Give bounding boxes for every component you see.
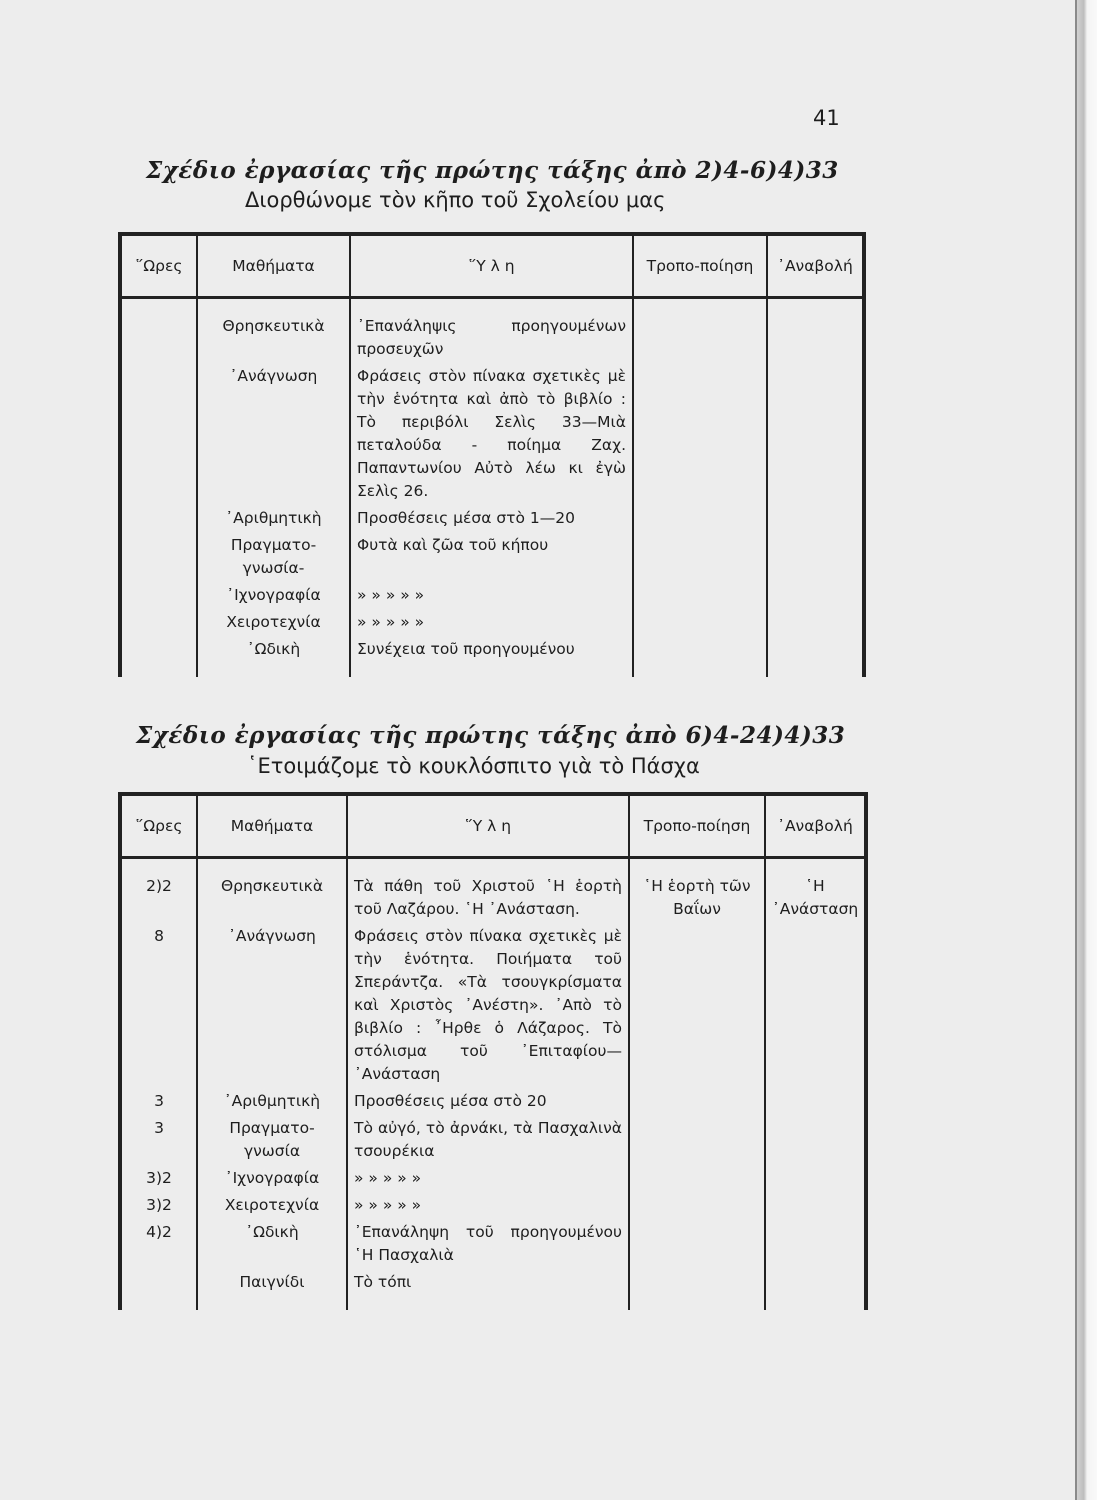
spacer-cell [765,1296,866,1310]
cell-material: Φράσεις στὸν πίνακα σχετικὲς μὲ τὴν ἑνότητα. Ποιήματα τοῦ Σπεράντζα. «Τὰ τσουγκρίσματα καὶ Χριστὸς ᾽Ανέστη». ᾽Απὸ τὸ βιβλίο : ῏Ηρθε ὁ Λάζαρος. Τὸ στόλισμα τοῦ ᾽Επιταφίου— ᾽Ανάσταση [347,923,629,1088]
cell-postponement [767,609,864,636]
cell-postponement [767,532,864,582]
cell-hours: 8 [120,923,197,1088]
book-binding-line [1075,0,1077,1500]
cell-material: Τὸ αὐγό, τὸ ἀρνάκι, τὰ Πασχαλινὰ τσουρέκια [347,1115,629,1165]
cell-postponement [765,1192,866,1219]
book-binding-edge [1075,0,1097,1500]
table-row [120,1115,866,1165]
cell-material: ᾽Επανάληψη τοῦ προηγουμένου ῾Η Πασχαλιὰ [347,1219,629,1269]
cell-subject: ᾽Ωδικὴ [197,1219,347,1269]
cell-material: Προσθέσεις μέσα στὸ 1—20 [350,505,633,532]
cell-subject: ᾽Αριθμητικὴ [197,505,350,532]
header-spacer-row [120,858,866,874]
header-hours: ῞Ωρες [120,234,197,298]
cell-subject: ᾽Ιχνογραφία [197,1165,347,1192]
cell-subject: Παιγνίδι [197,1269,347,1296]
table-row [120,1088,866,1115]
cell-hours [120,636,197,663]
cell-modification [633,532,767,582]
header-subjects: Μαθήματα [197,234,350,298]
table-row [120,313,864,363]
cell-modification [633,313,767,363]
cell-subject: Θρησκευτικὰ [197,313,350,363]
spacer-cell [629,1296,765,1310]
header-postponement: ᾽Αναβολή [767,234,864,298]
cell-subject: Χειροτεχνία [197,609,350,636]
page-number: 41 [813,106,840,130]
cell-material: » » » » » [350,609,633,636]
cell-subject: Θρησκευτικὰ [197,873,347,923]
spacer-cell [767,298,864,314]
cell-subject: Πραγματο-γνωσία- [197,532,350,582]
cell-hours: 3)2 [120,1165,197,1192]
spacer-cell [197,1296,347,1310]
spacer-cell [120,1296,197,1310]
plan1-body [120,298,864,678]
spacer-cell [120,663,197,677]
cell-modification [633,609,767,636]
cell-postponement [765,1219,866,1269]
cell-subject: ᾽Ιχνογραφία [197,582,350,609]
table-row [120,505,864,532]
spacer-cell [347,1296,629,1310]
spacer-cell [767,663,864,677]
spacer-cell [197,663,350,677]
cell-modification [629,923,765,1088]
cell-postponement [765,1088,866,1115]
table-row [120,1219,866,1269]
plan1-title: Σχέδιο ἐργασίας τῆς πρώτης τάξης ἀπὸ 2)4-6)4)33 [146,157,839,184]
table-row [120,532,864,582]
cell-postponement [767,636,864,663]
cell-hours [120,505,197,532]
plan2-subtitle: ῾Ετοιμάζομε τὸ κουκλόσπιτο γιὰ τὸ Πάσχα [247,754,700,778]
cell-material: Φυτὰ καὶ ζῶα τοῦ κήπου [350,532,633,582]
cell-postponement [767,582,864,609]
cell-material: ᾽Επανάληψις προηγουμένων προσευχῶν [350,313,633,363]
spacer-cell [347,858,629,874]
cell-material: » » » » » [347,1165,629,1192]
cell-hours: 2)2 [120,873,197,923]
plan2-body [120,858,866,1311]
spacer-cell [633,298,767,314]
cell-modification [633,636,767,663]
cell-hours: 4)2 [120,1219,197,1269]
table-row [120,609,864,636]
cell-modification [633,505,767,532]
table-row [120,582,864,609]
spacer-cell [197,298,350,314]
plan1-table [118,232,866,677]
cell-material: » » » » » [347,1192,629,1219]
cell-hours: 3)2 [120,1192,197,1219]
header-subjects: Μαθήματα [197,794,347,858]
cell-postponement [767,363,864,505]
plan2-header-row [120,794,866,858]
cell-hours: 3 [120,1115,197,1165]
cell-subject: ᾽Αριθμητικὴ [197,1088,347,1115]
cell-modification [633,582,767,609]
header-spacer-row [120,298,864,314]
cell-subject: Πραγματο-γνωσία [197,1115,347,1165]
plan1-header-row [120,234,864,298]
cell-hours [120,582,197,609]
cell-material: Συνέχεια τοῦ προηγουμένου [350,636,633,663]
footer-spacer-row [120,663,864,677]
header-postponement: ᾽Αναβολή [765,794,866,858]
cell-postponement [765,1269,866,1296]
cell-hours [120,363,197,505]
cell-postponement [767,505,864,532]
spacer-cell [120,298,197,314]
header-hours: ῞Ωρες [120,794,197,858]
cell-subject: ᾽Ωδικὴ [197,636,350,663]
spacer-cell [350,298,633,314]
cell-postponement [765,1165,866,1192]
plan1-subtitle: Διορθώνομε τὸν κῆπο τοῦ Σχολείου μας [245,188,666,212]
spacer-cell [629,858,765,874]
plan2-table [118,792,868,1310]
cell-subject: Χειροτεχνία [197,1192,347,1219]
header-material: ῞Υ λ η [350,234,633,298]
spacer-cell [765,858,866,874]
cell-postponement [765,1115,866,1165]
plan2-title: Σχέδιο ἐργασίας τῆς πρώτης τάξης ἀπὸ 6)4-24)4)33 [136,722,846,749]
cell-modification [629,1165,765,1192]
table-row [120,1165,866,1192]
header-modification: Τροπο-ποίηση [633,234,767,298]
cell-postponement [765,923,866,1088]
header-material: ῞Υ λ η [347,794,629,858]
cell-modification [633,363,767,505]
cell-material: Προσθέσεις μέσα στὸ 20 [347,1088,629,1115]
table-row [120,923,866,1088]
spacer-cell [350,663,633,677]
cell-material: » » » » » [350,582,633,609]
spacer-cell [120,858,197,874]
cell-modification [629,1219,765,1269]
cell-material: Τὰ πάθη τοῦ Χριστοῦ ῾Η ἑορτὴ τοῦ Λαζάρου. ῾Η ᾽Ανάσταση. [347,873,629,923]
cell-hours [120,313,197,363]
cell-hours: 3 [120,1088,197,1115]
cell-modification [629,1269,765,1296]
table-row [120,1269,866,1296]
spacer-cell [633,663,767,677]
footer-spacer-row [120,1296,866,1310]
cell-hours [120,609,197,636]
cell-subject: ᾽Ανάγνωση [197,923,347,1088]
cell-subject: ᾽Ανάγνωση [197,363,350,505]
table-row [120,873,866,923]
table-row [120,1192,866,1219]
cell-hours [120,532,197,582]
cell-postponement [767,313,864,363]
cell-modification: ῾Η ἑορτὴ τῶν Βαΐων [629,873,765,923]
cell-modification [629,1088,765,1115]
table-row [120,636,864,663]
cell-hours [120,1269,197,1296]
spacer-cell [197,858,347,874]
cell-modification [629,1115,765,1165]
header-modification: Τροπο-ποίηση [629,794,765,858]
table-row [120,363,864,505]
cell-material: Φράσεις στὸν πίνακα σχετικὲς μὲ τὴν ἑνότητα καὶ ἀπὸ τὸ βιβλίο : Τὸ περιβόλι Σελὶς 33—Μιὰ πεταλούδα - ποίημα Ζαχ. Παπαντωνίου Αὐτὸ λέω κι ἐγὼ Σελὶς 26. [350,363,633,505]
cell-material: Τὸ τόπι [347,1269,629,1296]
cell-modification [629,1192,765,1219]
cell-postponement: ῾Η ᾽Ανάσταση [765,873,866,923]
